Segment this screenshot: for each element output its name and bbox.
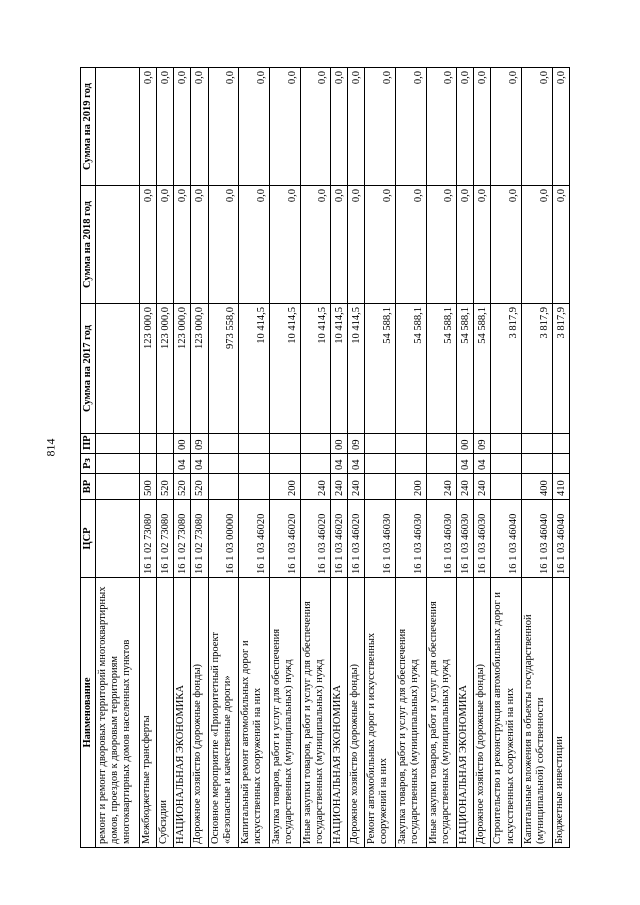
cell-rz: 04	[474, 454, 491, 474]
cell-sum-2018: 0,0	[157, 186, 174, 304]
cell-sum-2019: 0,0	[474, 68, 491, 186]
cell-vr: 520	[191, 474, 208, 500]
table-body	[96, 68, 570, 848]
cell-vr	[365, 474, 396, 500]
cell-name: ремонт и ремонт дворовых территорий многоквартирных домов, проездов к дворовым территориям многоквартирных домов населенных пунктов	[96, 578, 140, 848]
cell-sum-2018: 0,0	[140, 186, 157, 304]
cell-vr: 520	[174, 474, 191, 500]
cell-sum-2018: 0,0	[552, 186, 569, 304]
header-rz: Рз	[81, 454, 96, 474]
cell-vr: 200	[396, 474, 427, 500]
cell-name: Основное мероприятие «Приоритетный проект «Безопасные и качественные дороги»	[208, 578, 239, 848]
cell-sum-2019: 0,0	[300, 68, 331, 186]
cell-vr: 240	[457, 474, 474, 500]
cell-sum-2018: 0,0	[457, 186, 474, 304]
header-csr: ЦСР	[81, 500, 96, 578]
cell-sum-2018: 0,0	[191, 186, 208, 304]
cell-sum-2017: 10 414,5	[269, 304, 300, 434]
cell-rz	[269, 454, 300, 474]
cell-sum-2017: 3 817,9	[491, 304, 522, 434]
table-row	[474, 68, 491, 848]
cell-sum-2017: 3 817,9	[552, 304, 569, 434]
table-row	[426, 68, 457, 848]
cell-sum-2019: 0,0	[365, 68, 396, 186]
cell-csr: 16 1 02 73080	[157, 500, 174, 578]
table-row	[208, 68, 239, 848]
cell-pr	[140, 434, 157, 454]
cell-vr: 240	[348, 474, 365, 500]
cell-rz	[552, 454, 569, 474]
cell-rz	[491, 454, 522, 474]
cell-sum-2018: 0,0	[208, 186, 239, 304]
cell-pr: 00	[457, 434, 474, 454]
table-row	[331, 68, 348, 848]
cell-csr: 16 1 03 46020	[300, 500, 331, 578]
cell-sum-2019: 0,0	[140, 68, 157, 186]
cell-rz: 04	[348, 454, 365, 474]
cell-vr: 240	[300, 474, 331, 500]
cell-sum-2017: 10 414,5	[348, 304, 365, 434]
header-sum-2019: Сумма на 2019 год	[81, 68, 96, 186]
cell-sum-2018: 0,0	[331, 186, 348, 304]
cell-sum-2018: 0,0	[522, 186, 553, 304]
cell-vr: 240	[331, 474, 348, 500]
table-row	[174, 68, 191, 848]
cell-pr	[300, 434, 331, 454]
cell-rz	[239, 454, 270, 474]
table-row	[269, 68, 300, 848]
table-row	[522, 68, 553, 848]
cell-pr	[396, 434, 427, 454]
cell-rz: 04	[191, 454, 208, 474]
cell-name: НАЦИОНАЛЬНАЯ ЭКОНОМИКА	[331, 578, 348, 848]
cell-rz: 04	[331, 454, 348, 474]
budget-table	[80, 67, 570, 848]
cell-csr: 16 1 03 46020	[331, 500, 348, 578]
cell-csr: 16 1 03 46020	[269, 500, 300, 578]
cell-name: Закупка товаров, работ и услуг для обеспечения государственных (муниципальных) нужд	[396, 578, 427, 848]
cell-rz: 04	[174, 454, 191, 474]
cell-csr: 16 1 03 46030	[396, 500, 427, 578]
table-row	[300, 68, 331, 848]
cell-sum-2017: 54 588,1	[474, 304, 491, 434]
cell-csr: 16 1 02 73080	[174, 500, 191, 578]
cell-sum-2018: 0,0	[269, 186, 300, 304]
table-row	[157, 68, 174, 848]
cell-name: Субсидии	[157, 578, 174, 848]
cell-sum-2019: 0,0	[426, 68, 457, 186]
cell-csr: 16 1 03 46030	[474, 500, 491, 578]
cell-pr	[208, 434, 239, 454]
cell-pr	[552, 434, 569, 454]
cell-rz	[426, 454, 457, 474]
cell-sum-2019: 0,0	[208, 68, 239, 186]
header-sum-2018: Сумма на 2018 год	[81, 186, 96, 304]
table-row	[552, 68, 569, 848]
cell-sum-2018: 0,0	[365, 186, 396, 304]
cell-name: Ремонт автомобильных дорог и искусственных сооружений на них	[365, 578, 396, 848]
cell-vr: 240	[426, 474, 457, 500]
cell-sum-2018: 0,0	[348, 186, 365, 304]
cell-name: Бюджетные инвестиции	[552, 578, 569, 848]
cell-name: НАЦИОНАЛЬНАЯ ЭКОНОМИКА	[457, 578, 474, 848]
cell-vr	[491, 474, 522, 500]
cell-csr: 16 1 02 73080	[140, 500, 157, 578]
table-row	[191, 68, 208, 848]
cell-csr: 16 1 03 46030	[426, 500, 457, 578]
table-row	[491, 68, 522, 848]
cell-sum-2017: 123 000,0	[191, 304, 208, 434]
cell-rz	[365, 454, 396, 474]
cell-sum-2017: 10 414,5	[300, 304, 331, 434]
cell-sum-2019: 0,0	[396, 68, 427, 186]
cell-csr: 16 1 03 46040	[522, 500, 553, 578]
cell-pr: 00	[174, 434, 191, 454]
cell-sum-2018: 0,0	[239, 186, 270, 304]
cell-sum-2017: 123 000,0	[174, 304, 191, 434]
cell-sum-2019: 0,0	[331, 68, 348, 186]
cell-name: Капитальный ремонт автомобильных дорог и искусственных сооружений на них	[239, 578, 270, 848]
cell-sum-2017: 10 414,5	[239, 304, 270, 434]
cell-sum-2019: 0,0	[269, 68, 300, 186]
cell-pr: 09	[191, 434, 208, 454]
cell-sum-2018: 0,0	[300, 186, 331, 304]
cell-csr: 16 1 03 46030	[365, 500, 396, 578]
cell-vr	[96, 474, 140, 500]
cell-pr	[239, 434, 270, 454]
cell-vr	[208, 474, 239, 500]
cell-sum-2017: 123 000,0	[157, 304, 174, 434]
cell-sum-2019: 0,0	[174, 68, 191, 186]
cell-sum-2019: 0,0	[191, 68, 208, 186]
cell-pr	[96, 434, 140, 454]
cell-sum-2017: 3 817,9	[522, 304, 553, 434]
cell-vr: 500	[140, 474, 157, 500]
cell-name: Иные закупки товаров, работ и услуг для обеспечения государственных (муниципальных) нужд	[426, 578, 457, 848]
table-row	[348, 68, 365, 848]
table-header-row	[81, 68, 96, 848]
cell-sum-2018: 0,0	[474, 186, 491, 304]
cell-csr: 16 1 03 46020	[239, 500, 270, 578]
cell-pr: 09	[474, 434, 491, 454]
cell-sum-2019: 0,0	[491, 68, 522, 186]
cell-sum-2018	[96, 186, 140, 304]
cell-name: Иные закупки товаров, работ и услуг для обеспечения государственных (муниципальных) нужд	[300, 578, 331, 848]
cell-sum-2017: 973 558,0	[208, 304, 239, 434]
cell-csr: 16 1 03 46040	[552, 500, 569, 578]
cell-sum-2017: 54 588,1	[457, 304, 474, 434]
cell-pr	[157, 434, 174, 454]
cell-rz	[300, 454, 331, 474]
table-row	[96, 68, 140, 848]
cell-sum-2017: 123 000,0	[140, 304, 157, 434]
cell-name: Строительство и реконструкция автомобильных дорог и искусственных сооружений на них	[491, 578, 522, 848]
cell-sum-2019: 0,0	[157, 68, 174, 186]
rotated-table-container	[80, 68, 570, 848]
table-row	[457, 68, 474, 848]
cell-sum-2017: 10 414,5	[331, 304, 348, 434]
cell-csr: 16 1 03 00000	[208, 500, 239, 578]
cell-sum-2018: 0,0	[174, 186, 191, 304]
table-row	[140, 68, 157, 848]
cell-sum-2019: 0,0	[457, 68, 474, 186]
cell-sum-2018: 0,0	[396, 186, 427, 304]
cell-name: Закупка товаров, работ и услуг для обеспечения государственных (муниципальных) нужд	[269, 578, 300, 848]
cell-sum-2017	[96, 304, 140, 434]
cell-sum-2017: 54 588,1	[426, 304, 457, 434]
cell-rz	[157, 454, 174, 474]
cell-vr	[239, 474, 270, 500]
cell-pr: 00	[331, 434, 348, 454]
cell-sum-2017: 54 588,1	[396, 304, 427, 434]
cell-sum-2019: 0,0	[522, 68, 553, 186]
header-vr: ВР	[81, 474, 96, 500]
cell-csr: 16 1 03 46030	[457, 500, 474, 578]
cell-sum-2018: 0,0	[491, 186, 522, 304]
cell-pr	[491, 434, 522, 454]
cell-rz: 04	[457, 454, 474, 474]
cell-vr: 520	[157, 474, 174, 500]
cell-sum-2019	[96, 68, 140, 186]
cell-name: Дорожное хозяйство (дорожные фонды)	[474, 578, 491, 848]
cell-vr: 410	[552, 474, 569, 500]
header-name: Наименование	[81, 578, 96, 848]
cell-rz	[396, 454, 427, 474]
table-row	[396, 68, 427, 848]
cell-sum-2019: 0,0	[552, 68, 569, 186]
cell-vr: 240	[474, 474, 491, 500]
header-pr: ПР	[81, 434, 96, 454]
cell-vr: 200	[269, 474, 300, 500]
cell-rz	[96, 454, 140, 474]
cell-pr: 09	[348, 434, 365, 454]
header-sum-2017: Сумма на 2017 год	[81, 304, 96, 434]
cell-pr	[426, 434, 457, 454]
cell-name: Дорожное хозяйство (дорожные фонды)	[348, 578, 365, 848]
cell-name: Дорожное хозяйство (дорожные фонды)	[191, 578, 208, 848]
table-row	[365, 68, 396, 848]
cell-name: Капитальные вложения в объекты государственной (муниципальной) собственности	[522, 578, 553, 848]
cell-rz	[208, 454, 239, 474]
cell-name: НАЦИОНАЛЬНАЯ ЭКОНОМИКА	[174, 578, 191, 848]
cell-pr	[269, 434, 300, 454]
cell-rz	[522, 454, 553, 474]
cell-sum-2017: 54 588,1	[365, 304, 396, 434]
cell-name: Межбюджетные трансферты	[140, 578, 157, 848]
cell-sum-2019: 0,0	[239, 68, 270, 186]
cell-csr	[96, 500, 140, 578]
cell-rz	[140, 454, 157, 474]
cell-vr: 400	[522, 474, 553, 500]
page-number: 814	[43, 438, 58, 457]
table-row	[239, 68, 270, 848]
cell-sum-2018: 0,0	[426, 186, 457, 304]
cell-pr	[522, 434, 553, 454]
cell-csr: 16 1 03 46020	[348, 500, 365, 578]
cell-csr: 16 1 02 73080	[191, 500, 208, 578]
cell-sum-2019: 0,0	[348, 68, 365, 186]
cell-csr: 16 1 03 46040	[491, 500, 522, 578]
cell-pr	[365, 434, 396, 454]
